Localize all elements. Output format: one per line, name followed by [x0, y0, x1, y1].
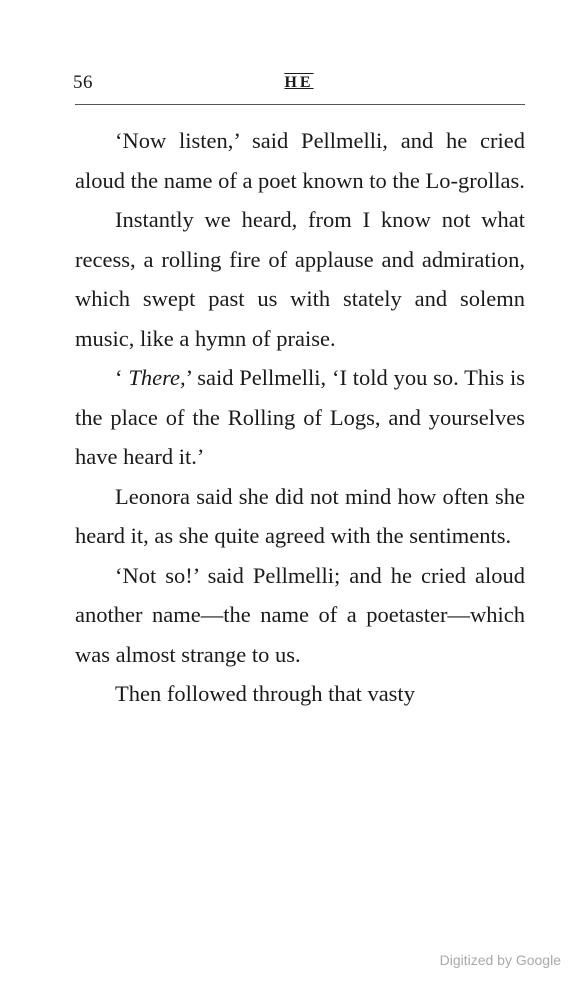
paragraph-text: ‘Now listen,’ said Pellmelli, and he cried aloud the name of a poet known to the Lo-grollas. [75, 128, 525, 193]
running-title: HE [284, 74, 314, 91]
page-header [73, 70, 525, 100]
paragraph [75, 358, 525, 477]
paragraph [75, 121, 525, 200]
digitization-watermark: Digitized by Google [439, 952, 561, 968]
paragraph [75, 200, 525, 358]
paragraph-text: ‘Not so!’ said Pellmelli; and he cried aloud another name—the name of a poetaster—which was almost strange to us. [75, 562, 525, 667]
paragraph-text: ’ said Pellmelli, ‘I told you so. This is the place of the Rolling of Logs, and yourselves have heard it.’ [75, 365, 525, 469]
emphasized-word: There, [128, 365, 186, 390]
paragraph-text: Instantly we heard, from I know not what recess, a rolling fire of applause and admiration, which swept past us with stately and solemn music, like a hymn of praise. [75, 207, 525, 351]
paragraph-text: Then followed through that vasty [115, 681, 415, 706]
page-number: 56 [73, 72, 93, 93]
paragraph-text: Leonora said she did not mind how often she heard it, as she quite agreed with the sentiments. [75, 483, 525, 548]
paragraph [75, 556, 525, 675]
header-rule [75, 104, 525, 105]
paragraph-text: ‘ [115, 365, 129, 390]
body-text [75, 121, 525, 714]
paragraph [75, 674, 525, 714]
paragraph [75, 477, 525, 556]
